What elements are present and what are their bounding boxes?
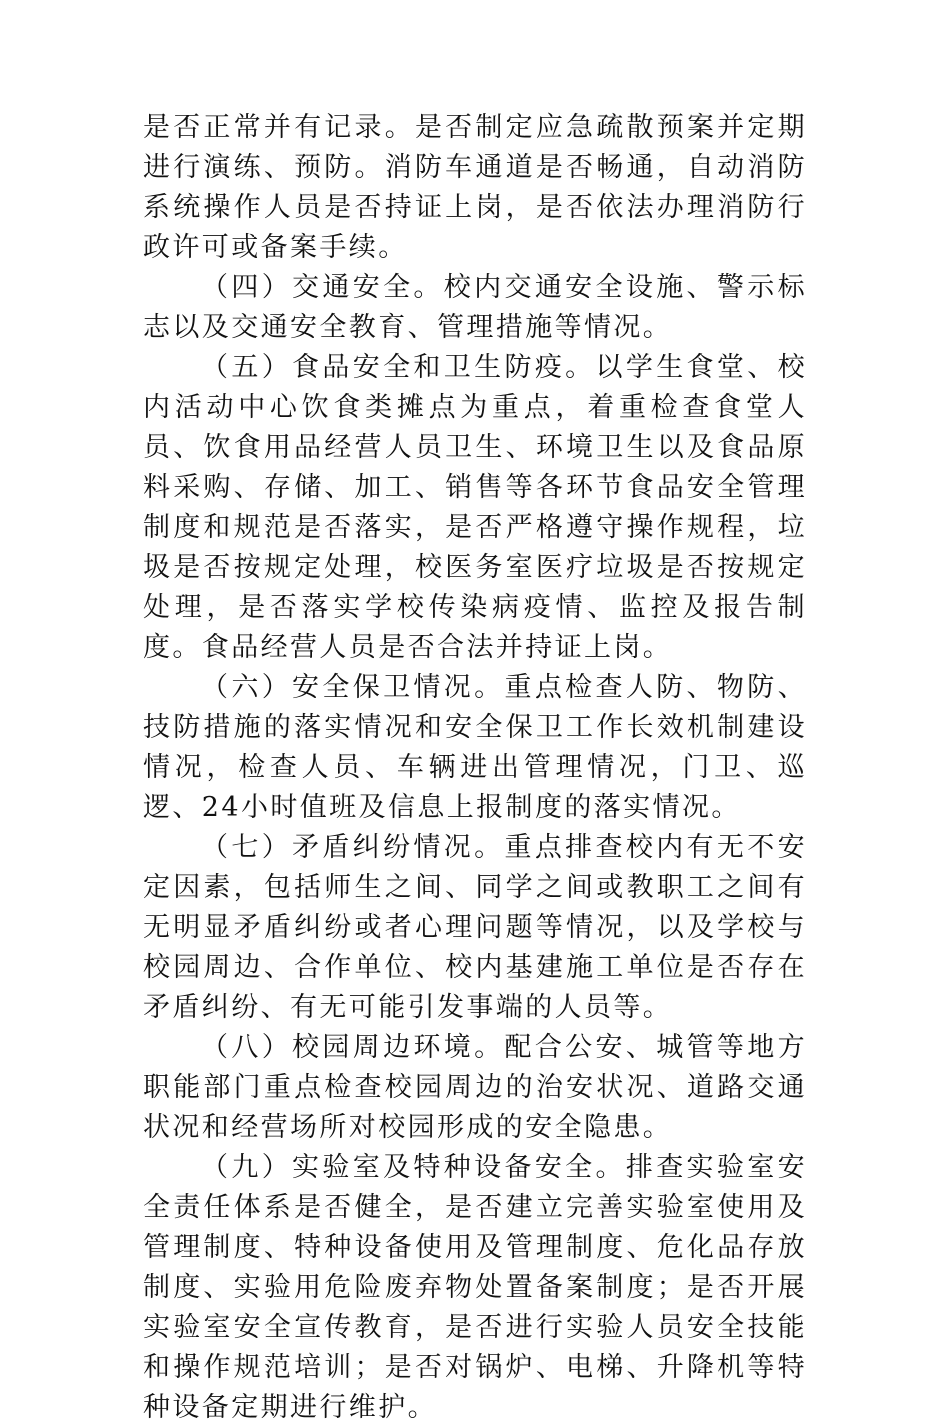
paragraph-traffic-safety: （四）交通安全。校内交通安全设施、警示标志以及交通安全教育、管理措施等情况。 bbox=[143, 272, 807, 343]
paragraph-security: （六）安全保卫情况。重点检查人防、物防、技防措施的落实情况和安全保卫工作长效机制建设情况，检查人员、车辆进出管理情况，门卫、巡逻、24小时值班及信息上报制度的落实情况。 bbox=[143, 672, 807, 823]
paragraph-campus-surroundings: （八）校园周边环境。配合公安、城管等地方职能部门重点检查校园周边的治安状况、道路交通状况和经营场所对校园形成的安全隐患。 bbox=[143, 1032, 807, 1143]
paragraph-laboratory-safety: （九）实验室及特种设备安全。排查实验室安全责任体系是否健全，是否建立完善实验室使用及管理制度、特种设备使用及管理制度、危化品存放制度、实验用危险废弃物处置备案制度；是否开展实验室安全宣传教育，是否进行实验人员安全技能和操作规范培训；是否对锅炉、电梯、升降机等特种设备定期进行维护。 bbox=[143, 1152, 807, 1423]
paragraph-fire-safety-continued: 是否正常并有记录。是否制定应急疏散预案并定期进行演练、预防。消防车通道是否畅通，自动消防系统操作人员是否持证上岗，是否依法办理消防行政许可或备案手续。 bbox=[143, 112, 807, 263]
paragraph-food-safety: （五）食品安全和卫生防疫。以学生食堂、校内活动中心饮食类摊点为重点，着重检查食堂人员、饮食用品经营人员卫生、环境卫生以及食品原料采购、存储、加工、销售等各环节食品安全管理制度和规范是否落实，是否严格遵守操作规程，垃圾是否按规定处理，校医务室医疗垃圾是否按规定处理，是否落实学校传染病疫情、监控及报告制度。食品经营人员是否合法并持证上岗。 bbox=[143, 352, 807, 663]
paragraph-disputes: （七）矛盾纠纷情况。重点排查校内有无不安定因素，包括师生之间、同学之间或教职工之间有无明显矛盾纠纷或者心理问题等情况，以及学校与校园周边、合作单位、校内基建施工单位是否存在矛盾纠纷、有无可能引发事端的人员等。 bbox=[143, 832, 807, 1023]
document-body bbox=[143, 108, 807, 1428]
